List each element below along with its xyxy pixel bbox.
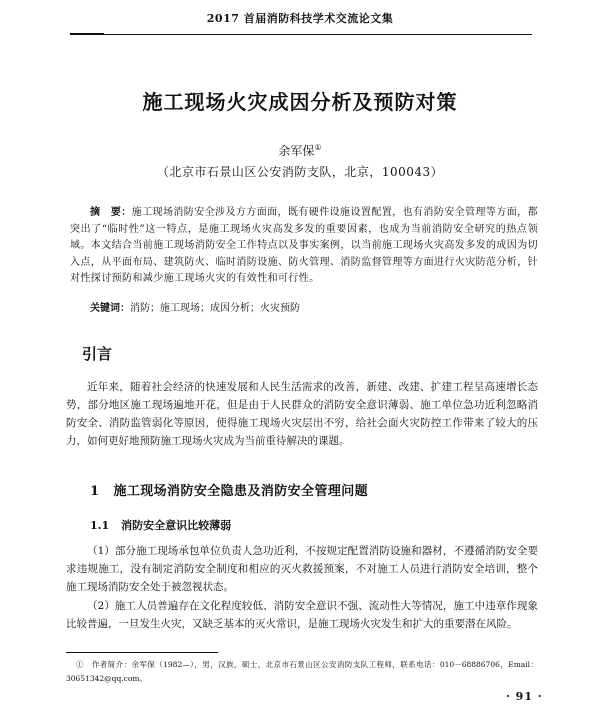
subsection-1-1-number: 1.1 [90,519,110,532]
section-1-heading [90,480,368,499]
paper-title: 施工现场火灾成因分析及预防对策 [142,90,458,114]
author-affiliation: （北京市石景山区公安消防支队，北京，100043） [156,165,444,179]
section-1-number: 1 [90,484,100,499]
subsection-1-1-paragraph-1: （1）部分施工现场承包单位负责人急功近利，不按规定配置消防设施和器材，不遵循消防安全要求违规施工，没有制定消防安全制度和相应的灭火救援预案，不对施工人员进行消防安全培训，整个施工现场消防安全处于被忽视状态。 [66,545,538,593]
subsection-1-1-title: 消防安全意识比较薄弱 [121,519,232,532]
author-footnote-mark: ① [314,143,322,152]
keywords [70,301,538,317]
author-name: 余军保 [278,144,315,158]
author-footnote [66,658,538,686]
keywords-label: 关键词： [90,303,130,314]
page-number: · 91 · [506,690,543,703]
header-rule [70,34,532,35]
abstract-text: 施工现场消防安全涉及方方面面，既有硬件设施设置配置，也有消防安全管理等方面，都突出了“临时性”这一特点，是施工现场火灾高发多发的重要因素，也成为当前消防安全研究的热点领域。本文结合当前施工现场消防安全工作特点以及事实案例，以当前施工现场火灾高发多发的成因为切入点，从平面布局、建筑防火、临时消防设施、防火管理、消防监督管理等方面进行火灾防范分析，针对性探讨预防和减少施工现场火灾的有效性和可行性。 [70,207,538,284]
intro-heading: 引言 [82,345,113,363]
keywords-text: 消防；施工现场；成因分析；火灾预防 [130,303,300,314]
abstract-label: 摘 要： [90,207,132,218]
footnote-text: 作者简介：余军保（1982—），男，汉族，硕士，北京市石景山区公安消防支队工程师，联系电话：010－68886706，Email：30651342@qq.com。 [66,660,538,683]
subsection-1-1-heading [90,517,231,533]
proceedings-header-title: 2017 首届消防科技学术交流论文集 [206,12,394,25]
abstract [70,205,538,288]
author-line [0,142,600,159]
subsection-1-1-paragraph-2: （2）施工人员普遍存在文化程度较低、消防安全意识不强、流动性大等情况，施工中违章作现象比较普遍，一旦发生火灾，又缺乏基本的灭火常识，是施工现场火灾发生和扩大的重要潜在风险。 [66,600,538,630]
footnote-mark: ① [76,660,84,669]
section-1-title: 施工现场消防安全隐患及消防安全管理问题 [113,484,369,499]
footnote-rule [66,652,218,653]
intro-paragraph: 近年来，随着社会经济的快速发展和人民生活需求的改善，新建、改建、扩建工程呈高速增长态势，部分地区施工现场遍地开花，但是由于人民群众的消防安全意识薄弱、施工单位急功近利忽略消防安全、消防监管弱化等原因，使得施工现场火灾层出不穷，给社会面火灾防控工作带来了较大的压力，如何更好地预防施工现场火灾成为当前重待解决的课题。 [66,381,538,447]
